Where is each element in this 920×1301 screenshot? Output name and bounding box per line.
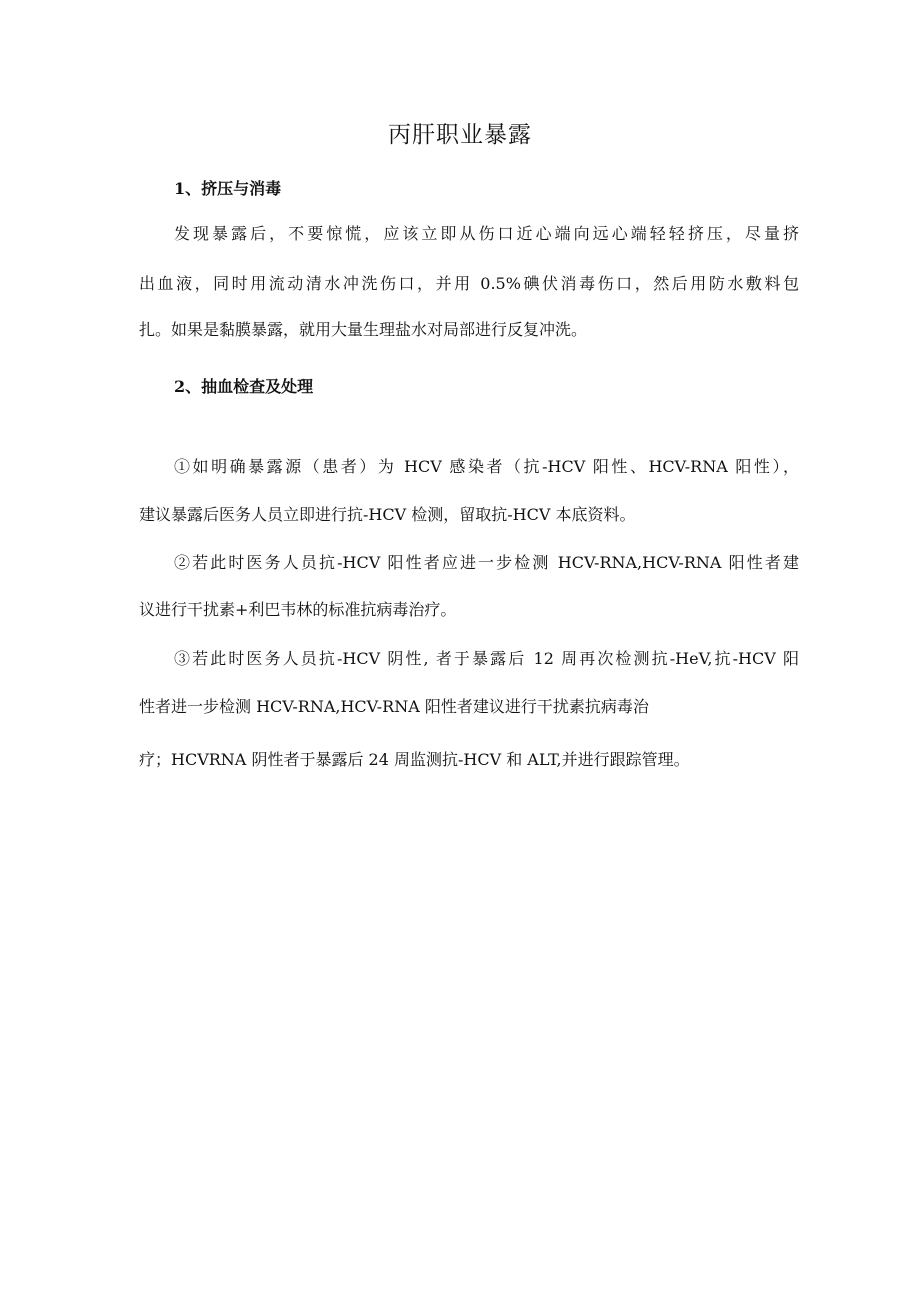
list-item-line: 议进行干扰素+利巴韦林的标准抗病毒治疗。 [139,600,457,619]
section-heading-squeeze-disinfect: 1、挤压与消毒 [174,179,282,198]
list-item-line: ②若此时医务人员抗-HCV 阳性者应进一步检测 HCV-RNA,HCV-RNA 阳性者建 [174,553,799,572]
list-item-line: 性者进一步检测 HCV-RNA,HCV-RNA 阳性者建议进行干扰素抗病毒治 [139,697,649,716]
list-item-line: 疗；HCVRNA 阴性者于暴露后 24 周监测抗-HCV 和 ALT,并进行跟踪管理。 [139,750,690,769]
paragraph-line: 扎。如果是黏膜暴露，就用大量生理盐水对局部进行反复冲洗。 [139,320,588,339]
section-heading-blood-test: 2、抽血检查及处理 [174,377,314,396]
paragraph-line: 出血液，同时用流动清水冲洗伤口，并用 0.5%碘伏消毒伤口，然后用防水敷料包 [139,274,799,293]
list-item-line: 建议暴露后医务人员立即进行抗-HCV 检测，留取抗-HCV 本底资料。 [139,505,636,524]
list-item-line: ③若此时医务人员抗-HCV 阴性, 者于暴露后 12 周再次检测抗-HeV,抗-HCV 阳 [174,649,799,668]
document-title: 丙肝职业暴露 [388,122,532,148]
paragraph-line: 发现暴露后，不要惊慌，应该立即从伤口近心端向远心端轻轻挤压，尽量挤 [174,224,799,243]
list-item-line: ①如明确暴露源（患者）为 HCV 感染者（抗-HCV 阳性、HCV-RNA 阳性）， [174,457,799,476]
